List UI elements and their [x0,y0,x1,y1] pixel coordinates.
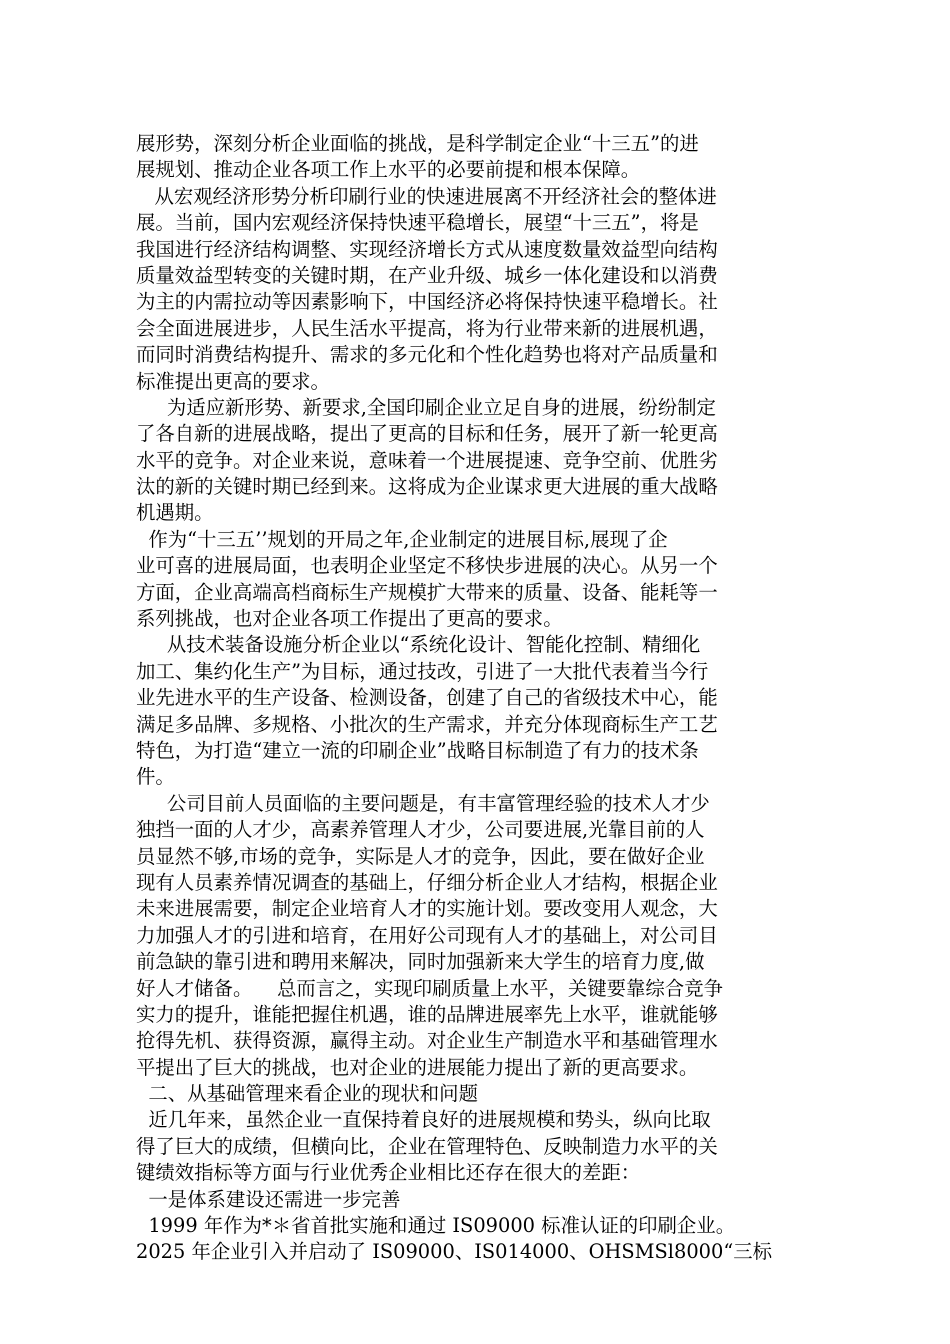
text-line: 从宏观经济形势分析印刷行业的快速进展离不开经济社会的整体进 [136,184,717,208]
text-line: 机遇期。 [136,501,214,525]
text-line: 业可喜的进展局面，也表明企业坚定不移快步进展的决心。从另一个 [136,554,718,578]
text-line: 未来进展需要，制定企业培育人才的实施计划。要改变用人观念，大 [136,897,718,921]
text-line: 满足多品牌、多规格、小批次的生产需求，并充分体现商标生产工艺 [136,712,718,736]
document-body [136,131,822,1266]
text-line: 1999 年作为*＊省首批实施和通过 IS09000 标准认证的印刷企业。 [136,1214,736,1238]
text-line: 加工、集约化生产”为目标，通过技改，引进了一大批代表着当今行 [136,659,709,683]
text-line: 展形势，深刻分析企业面临的挑战，是科学制定企业“十三五”的进 [136,132,699,155]
text-line: 系列挑战，也对企业各项工作提出了更高的要求。 [136,607,563,631]
text-line: 件。 [136,765,175,789]
text-line: 2025 年企业引入并启动了 IS09000、IS014000、OHSMSl8000“三标 [136,1240,773,1264]
text-line: 方面，企业高端高档商标生产规模扩大带来的质量、设备、能耗等一 [136,580,718,604]
text-line: 现有人员素养情况调查的基础上，仔细分析企业人才结构，根据企业 [136,870,718,894]
text-line: 独挡一面的人才少，高素养管理人才少，公司要进展,光靠目前的人 [136,818,705,842]
text-line: 近几年来，虽然企业一直保持着良好的进展规模和势头，纵向比取 [136,1108,711,1132]
text-line: 从技术装备设施分析企业以“系统化设计、智能化控制、精细化 [136,633,701,657]
text-line: 标准提出更高的要求。 [136,369,330,393]
text-line: 力加强人才的引进和培育，在用好公司现有人才的基础上，对公司目 [136,923,718,947]
text-line: 会全面进展进步，人民生活水平提高，将为行业带来新的进展机遇， [136,316,718,340]
subsection-heading: 一是体系建设还需进一步完善 [136,1187,401,1211]
text-line: 公司目前人员面临的主要问题是，有丰富管理经验的技术人才少 [136,791,710,815]
text-line: 汰的新的关键时期已经到来。这将成为企业谋求更大进展的重大战略 [136,475,718,499]
text-line: 特色，为打造“建立一流的印刷企业”战略目标制造了有力的技术条 [136,738,699,762]
text-line: 了各自新的进展战略，提出了更高的目标和任务，展开了新一轮更高 [136,422,718,446]
text-line: 展规划、推动企业各项工作上水平的必要前提和根本保障。 [136,158,641,182]
text-line: 键绩效指标等方面与行业优秀企业相比还存在很大的差距： [136,1161,641,1185]
text-line: 为适应新形势、新要求,全国印刷企业立足自身的进展，纷纷制定 [136,395,716,419]
text-line: 为主的内需拉动等因素影响下，中国经济必将保持快速平稳增长。社 [136,290,718,314]
text-line: 平提出了巨大的挑战，也对企业的进展能力提出了新的更高要求。 [136,1055,699,1079]
text-line: 好人才储备。 总而言之，实现印刷质量上水平，关键要靠综合竞争 [136,976,723,1000]
text-line: 水平的竞争。对企业来说，意味着一个进展提速、竞争空前、优胜劣 [136,448,718,472]
text-line: 抢得先机、获得资源，赢得主动。对企业生产制造水平和基础管理水 [136,1029,718,1053]
text-line: 实力的提升，谁能把握住机遇，谁的品牌进展率先上水平，谁就能够 [136,1002,718,1026]
text-line: 员显然不够,市场的竞争，实际是人才的竞争，因此，要在做好企业 [136,844,705,868]
text-line: 业先进水平的生产设备、检测设备，创建了自己的省级技术中心，能 [136,686,718,710]
text-line: 得了巨大的成绩，但横向比，企业在管理特色、反映制造力水平的关 [136,1134,718,1158]
text-line: 质量效益型转变的关键时期，在产业升级、城乡一体化建设和以消费 [136,263,718,287]
text-line: 而同时消费结构提升、需求的多元化和个性化趋势也将对产品质量和 [136,343,718,367]
text-line: 展。当前，国内宏观经济保持快速平稳增长，展望“十三五”，将是 [136,211,699,235]
text-line: 我国进行经济结构调整、实现经济增长方式从速度数量效益型向结构 [136,237,718,261]
text-line: 作为“十三五’’规划的开局之年,企业制定的进展目标,展现了企 [136,527,668,551]
text-line: 前急缺的靠引进和聘用来解决，同时加强新来大学生的培育力度,做 [136,950,705,974]
section-heading: 二、从基础管理来看企业的现状和问题 [136,1082,478,1106]
